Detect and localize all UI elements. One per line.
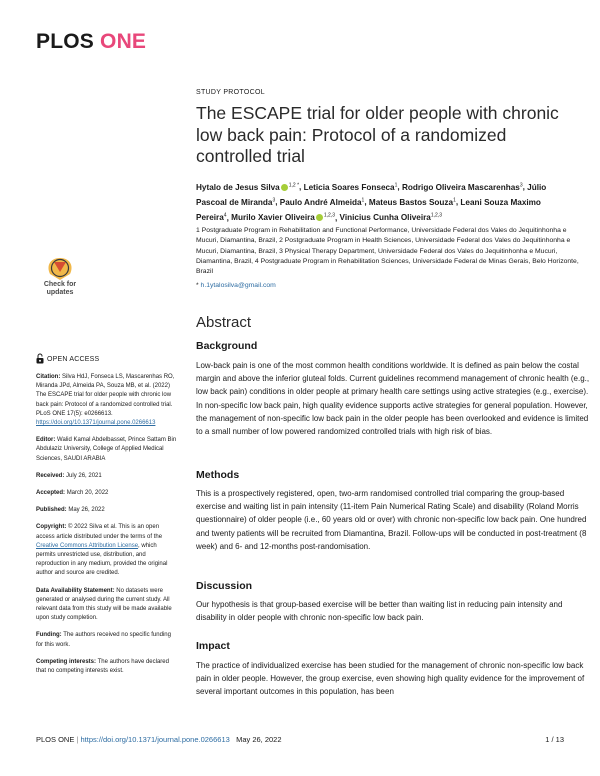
- author-text: Paulo André Almeida: [279, 198, 362, 208]
- competing-interests-text: The authors have declared that no competing interests exist.: [36, 658, 169, 675]
- author-text: Leani Souza Maximo Pereira: [196, 198, 541, 223]
- background-heading: Background: [196, 340, 258, 352]
- data-availability-text: No datasets were generated or analysed during the current study. All relevant data from this study will be made available upon study completion.: [36, 587, 172, 622]
- received: [36, 472, 178, 481]
- author-affiliation-sup: 1,2,3: [323, 212, 335, 219]
- discussion-heading: Discussion: [196, 580, 253, 592]
- citation: [36, 373, 178, 428]
- copyright-text-2: , which permits unrestricted use, distribution, and reproduction in any medium, provided the original author and source are credited.: [36, 542, 168, 577]
- data-availability: [36, 587, 178, 624]
- author-affiliation-sup: 1,2 *: [288, 182, 300, 188]
- author-affiliation-sup: 3: [519, 182, 523, 188]
- footer-journal: PLOS ONE: [36, 735, 75, 744]
- check-for-updates-label[interactable]: Check for updates: [43, 281, 77, 296]
- footer-separator-2: [232, 735, 234, 744]
- accepted-label: Accepted:: [36, 490, 66, 497]
- received-date: July 26, 2021: [66, 472, 102, 479]
- copyright: [36, 523, 178, 578]
- author-text: Júlio Pascoal de Miranda: [196, 182, 547, 208]
- author-list: Hytalo de Jesus Silva $^{1,2 *}$, Leticia Soares Fonseca$^1$, Rodrigo Oliveira Mascarenhas$^3$, Júlio Pascoal de Miranda$^3$, Paulo André Almeida$^1$, Mateus Bastos Souza$^1$, Leani Souza Maximo Pereira$^4$, Murilo Xavier Oliveira $^{1,2,3}$, Vinicius Cunha Oliveira$^{1,2,3}$: [196, 182, 547, 223]
- corresponding-star: *: [196, 282, 199, 289]
- author-name: [196, 183, 299, 192]
- corresponding-email-link[interactable]: h.1ytalosilva@gmail.com: [200, 282, 276, 289]
- competing-interests: [36, 658, 178, 676]
- article-title: The ESCAPE trial for older people with chronic low back pain: Protocol of a randomized controlled trial: [196, 103, 559, 166]
- orcid-icon[interactable]: [281, 184, 288, 191]
- impact-heading: Impact: [196, 640, 230, 652]
- open-access-label: OPEN ACCESS: [47, 356, 100, 363]
- citation-doi-link[interactable]: https://doi.org/10.1371/journal.pone.0266613: [36, 420, 156, 427]
- accepted-date: March 20, 2022: [66, 490, 109, 497]
- author-text: Vinicius Cunha Oliveira: [339, 213, 431, 223]
- competing-interests-label: Competing interests:: [36, 658, 97, 665]
- license-link[interactable]: Creative Commons Attribution License: [36, 542, 139, 549]
- author-name: [304, 183, 398, 192]
- orcid-icon[interactable]: [316, 214, 323, 221]
- article-type: STUDY PROTOCOL: [196, 89, 265, 96]
- author-name: [369, 198, 456, 207]
- copyright-text-1: © 2022 Silva et al. This is an open access article distributed under the terms of the: [36, 524, 163, 540]
- footer-separator: |: [76, 735, 79, 744]
- article-info-sidebar: [36, 373, 178, 684]
- page-footer: [36, 735, 566, 744]
- author-affiliation-sup: 4: [223, 212, 227, 219]
- abstract-heading: Abstract: [196, 314, 252, 331]
- author-name: [402, 183, 523, 192]
- editor-label: Editor:: [36, 437, 56, 444]
- author-affiliation-sup: 1: [394, 182, 398, 188]
- corresponding-author: [196, 282, 276, 289]
- published-date: May 26, 2022: [68, 507, 105, 514]
- author-name: [280, 198, 365, 207]
- funding-label: Funding:: [36, 632, 62, 639]
- footer-doi-link[interactable]: https://doi.org/10.1371/journal.pone.0266613: [80, 735, 230, 744]
- citation-label: Citation:: [36, 374, 61, 380]
- data-availability-label: Data Availability Statement:: [36, 587, 115, 594]
- background-text: Low-back pain is one of the most common health conditions worldwide. It is defined as pain below the costal margin and above the inferior gluteal folds. Current guidelines recommend management of chronic health (e.g., low back pain) conditions in older people at primary health care settings using active strategies (e.g., exercise). In non-specific low back pain, high quality evidence supports active strategies for general population. However, the management of non-specific low back pain in the older people has been overlooked and evidence is limited to a small number of low powered randomized controlled trials with high risk of bias.: [196, 361, 590, 437]
- open-access-icon: [36, 353, 44, 364]
- page-number: 1 / 13: [545, 735, 564, 744]
- discussion-text: Our hypothesis is that group-based exercise will be better than waiting list in reducing pain intensity and disability in older people with chronic non-specific low back pain.: [196, 600, 563, 623]
- published-label: Published:: [36, 507, 67, 514]
- author-affiliation-sup: 1,2,3: [430, 212, 442, 219]
- accepted: [36, 489, 178, 498]
- impact-text: The practice of individualized exercise has been studied for the management of chronic non-specific low back pain in older people. However, the group exercise, even showing high quality evidence for the improvement of several important outcomes in this population, has been: [196, 661, 585, 697]
- author-text: Hytalo de Jesus Silva: [196, 182, 280, 192]
- author-affiliation-sup: 3: [272, 197, 276, 204]
- author-name: [231, 213, 335, 222]
- citation-text: Silva HdJ, Fonseca LS, Mascarenhas RO, Miranda JPd, Almeida PA, Souza MB, et al. (2022) The ESCAPE trial for older people with chronic low back pain: Protocol of a randomized controlled trial. PLoS ONE 17(5): e0266613.: [36, 374, 175, 417]
- footer-date: May 26, 2022: [236, 735, 282, 744]
- funding-text: The authors received no specific funding for this work.: [36, 632, 171, 648]
- editor-text: Walid Kamal Abdelbasset, Prince Sattam Bin Abdulaziz University, College of Applied Medical Sciences, SAUDI ARABIA: [36, 437, 177, 462]
- logo-plos: PLOS: [36, 30, 94, 53]
- author-text: Rodrigo Oliveira Mascarenhas: [401, 182, 520, 192]
- author-affiliation-sup: 1: [453, 197, 456, 204]
- copyright-label: Copyright:: [36, 524, 67, 531]
- author-text: Mateus Bastos Souza: [368, 198, 454, 208]
- affiliations: 1 Postgraduate Program in Rehabilitation and Functional Performance, Universidade Federal dos Vales do Jequitinhonha e Mucuri, Diamantina, Brazil, 2 Postgraduate Program in Health Sciences, Universidade Federal dos Vales do Jequitinhonha e Mucuri, Diamantina, Brazil, 3 Physical Therapy Department, Universidade Federal dos Vales do Jequitinhonha e Mucuri, Diamantina, Brazil, 4 Postgraduate Program in Rehabilitation Sciences, Universidade Federal de Minas Gerais, Belo Horizonte, Brazil: [196, 227, 579, 276]
- methods-text: This is a prospectively registered, open, two-arm randomised controlled trial comparing the group-based exercise and waiting list in pain intensity (11-item Pain Numerical Rating Scale) and disability (Roland Morris questionnaire) of older people (i.e., 60 years old or over) with chronic non-specific low back pain. One hundred and twenty patients will be recruited from Diamantina, Brazil. Follow-ups will be conducted in post-treatment (8 week) and 6- and 12-months post-randomisation.: [196, 489, 587, 551]
- published: [36, 506, 178, 515]
- editor: [36, 436, 178, 464]
- author-text: Leticia Soares Fonseca: [303, 182, 395, 192]
- funding: [36, 631, 178, 649]
- author-text: Murilo Xavier Oliveira: [231, 213, 315, 223]
- logo-one: ONE: [100, 30, 147, 53]
- author-affiliation-sup: 1: [361, 197, 365, 204]
- journal-logo: [36, 30, 146, 54]
- received-label: Received:: [36, 472, 65, 479]
- methods-heading: Methods: [196, 469, 240, 481]
- author-name: [340, 213, 442, 222]
